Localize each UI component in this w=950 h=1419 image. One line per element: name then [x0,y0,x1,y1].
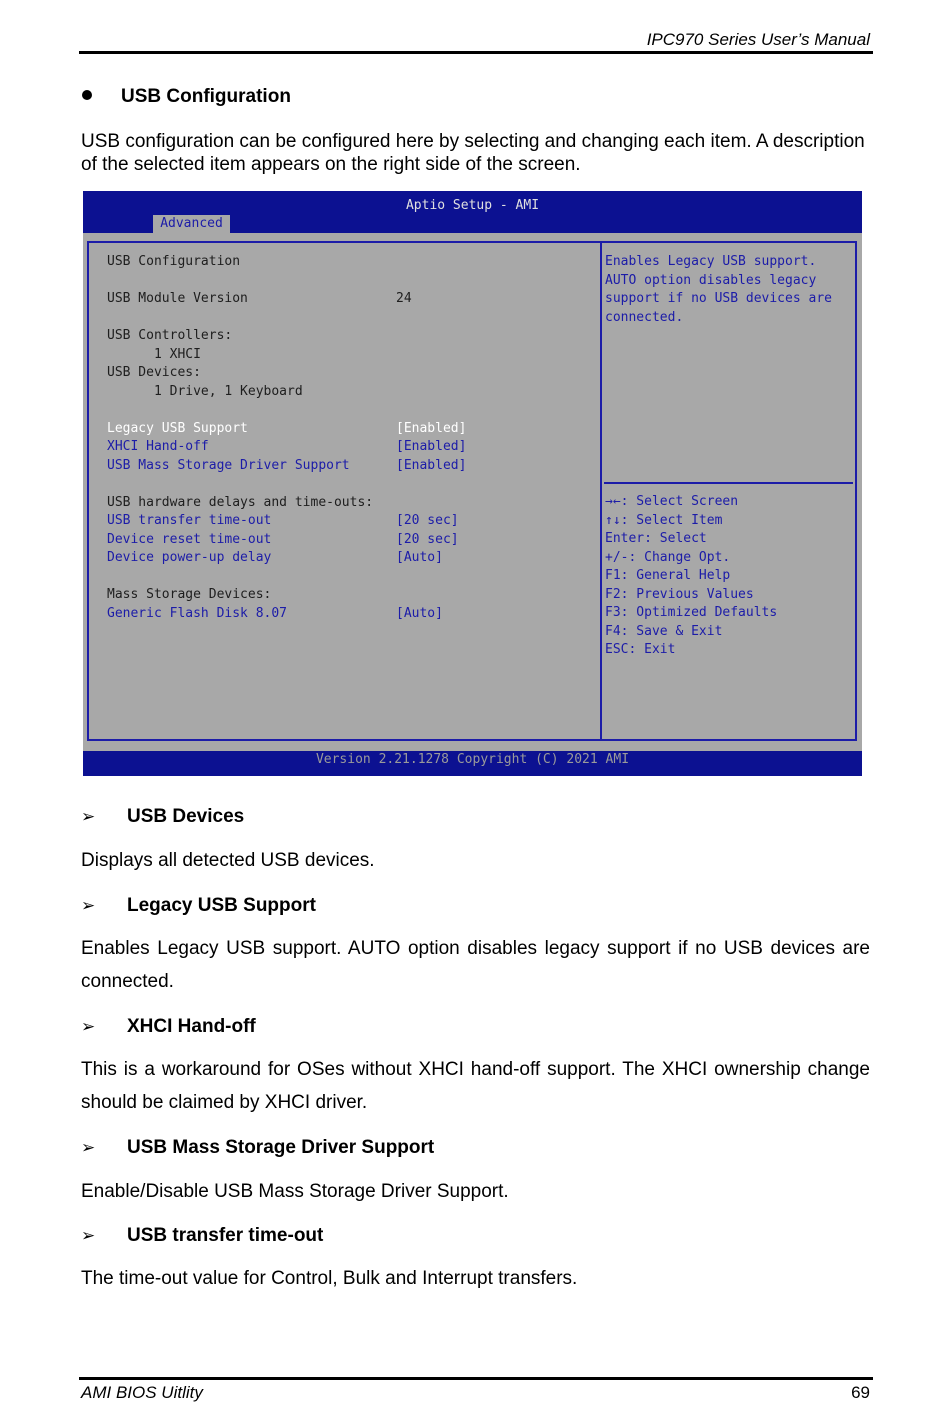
arrow-bullet-icon: ➢ [81,896,96,915]
bios-setting-row [107,253,373,272]
bios-setting-row [107,438,467,457]
bios-setting-row [107,364,373,383]
item-description: Displays all detected USB devices. [81,850,375,871]
bios-screenshot [83,191,862,776]
bios-setting-row [107,272,373,291]
bios-setting-label: Mass Storage Devices: [107,587,272,602]
item-title: XHCI Hand-off [127,1016,256,1037]
bios-setting-row [107,457,467,476]
bios-key-line: +/-: Change Opt. [605,549,731,565]
bios-help-text [605,253,832,327]
bios-setting-label: 1 XHCI [107,346,201,362]
bios-help-line: Enables Legacy USB support. [605,254,817,269]
bios-key-line: ESC: Exit [605,642,676,657]
bios-setting-row [107,401,373,420]
bios-setting-value: 24 [396,291,412,306]
bullet-icon [82,90,92,100]
bios-setting-label: Legacy USB Support [107,420,248,436]
item-title: USB transfer time-out [127,1225,324,1246]
bios-setting-value: [Auto] [396,550,443,565]
item-description: Enable/Disable USB Mass Storage Driver Support. [81,1181,509,1202]
item-description: The time-out value for Control, Bulk and Interrupt transfers. [81,1268,578,1289]
bios-setting-row [107,605,443,624]
bios-setting-row [107,309,373,328]
bios-setting-label: Device power-up delay [107,550,272,565]
bios-setting-row [107,346,373,365]
bios-key-line: ↑↓: Select Item [605,512,723,528]
section-heading: USB Configuration [121,86,291,107]
arrow-bullet-icon: ➢ [81,1138,96,1157]
bios-setting-row [107,586,373,605]
bios-help-line: support if no USB devices are [605,291,832,306]
bios-setting-label: USB Controllers: [107,328,233,343]
bios-setting-label: Generic Flash Disk 8.07 [107,605,288,621]
footer-title: AMI BIOS Uitlity [81,1383,203,1402]
section-intro: USB configuration can be configured here by selecting and changing each item. A description of the selected item appears on the right side of the screen. [81,131,865,175]
bios-setting-value: [Enabled] [396,457,467,473]
bios-setting-label: Device reset time-out [107,531,272,547]
bios-setting-row [107,549,443,568]
item-title: USB Mass Storage Driver Support [127,1137,435,1158]
bios-setting-label: USB Configuration [107,254,241,269]
page-number: 69 [851,1383,870,1402]
item-description: Enables Legacy USB support. AUTO option disables legacy support if no USB devices are connected. [81,938,870,992]
tab-advanced: Advanced [153,215,230,233]
bios-settings-list [107,253,467,623]
bios-setting-label: XHCI Hand-off [107,439,209,454]
footer-rule [79,1377,873,1380]
item-title: USB Devices [127,806,245,827]
bios-setting-label: USB Devices: [107,365,201,380]
bios-title: Aptio Setup - AMI [405,198,540,213]
bios-setting-row [107,383,373,402]
bios-key-line: F1: General Help [605,568,731,583]
arrow-bullet-icon: ➢ [81,1017,96,1036]
bios-setting-row [107,512,459,531]
bios-help-line: AUTO option disables legacy [605,272,817,288]
bios-key-line: F2: Previous Values [605,586,754,602]
bios-setting-row [107,420,467,439]
bios-setting-value: [Auto] [396,605,443,621]
item-title: Legacy USB Support [127,895,316,916]
bios-setting-label: USB hardware delays and time-outs: [107,494,374,510]
item-description: This is a workaround for OSes without XHCI hand-off support. The XHCI ownership change should be claimed by XHCI driver. [81,1059,870,1113]
bios-setting-value: [Enabled] [396,439,467,454]
bios-setting-row [107,531,459,550]
bios-key-legend [605,493,777,660]
bios-help-line: connected. [605,309,684,325]
bios-setting-row [107,494,373,513]
bios-setting-value: [20 sec] [396,513,459,528]
bios-divider [600,241,602,741]
bios-setting-row [107,290,412,309]
bios-key-line: F4: Save & Exit [605,623,723,639]
bios-version: Version 2.21.1278 Copyright (C) 2021 AMI [315,752,630,767]
bios-help-divider [604,482,853,484]
bios-setting-row [107,475,373,494]
arrow-bullet-icon: ➢ [81,807,96,826]
bios-setting-label: USB transfer time-out [107,513,272,528]
bios-setting-value: [Enabled] [396,420,467,436]
bios-key-line: →←: Select Screen [605,494,739,509]
bios-setting-row [107,327,373,346]
bios-key-line: Enter: Select [605,531,707,546]
bios-key-line: F3: Optimized Defaults [605,605,778,620]
bios-setting-label: USB Module Version [107,291,248,306]
bios-setting-row [107,568,373,587]
bios-setting-label: USB Mass Storage Driver Support [107,457,350,473]
header-rule [79,51,873,54]
running-header: IPC970 Series User’s Manual [646,30,870,49]
arrow-bullet-icon: ➢ [81,1226,96,1245]
bios-setting-value: [20 sec] [396,531,459,547]
bios-setting-label: 1 Drive, 1 Keyboard [107,383,303,399]
